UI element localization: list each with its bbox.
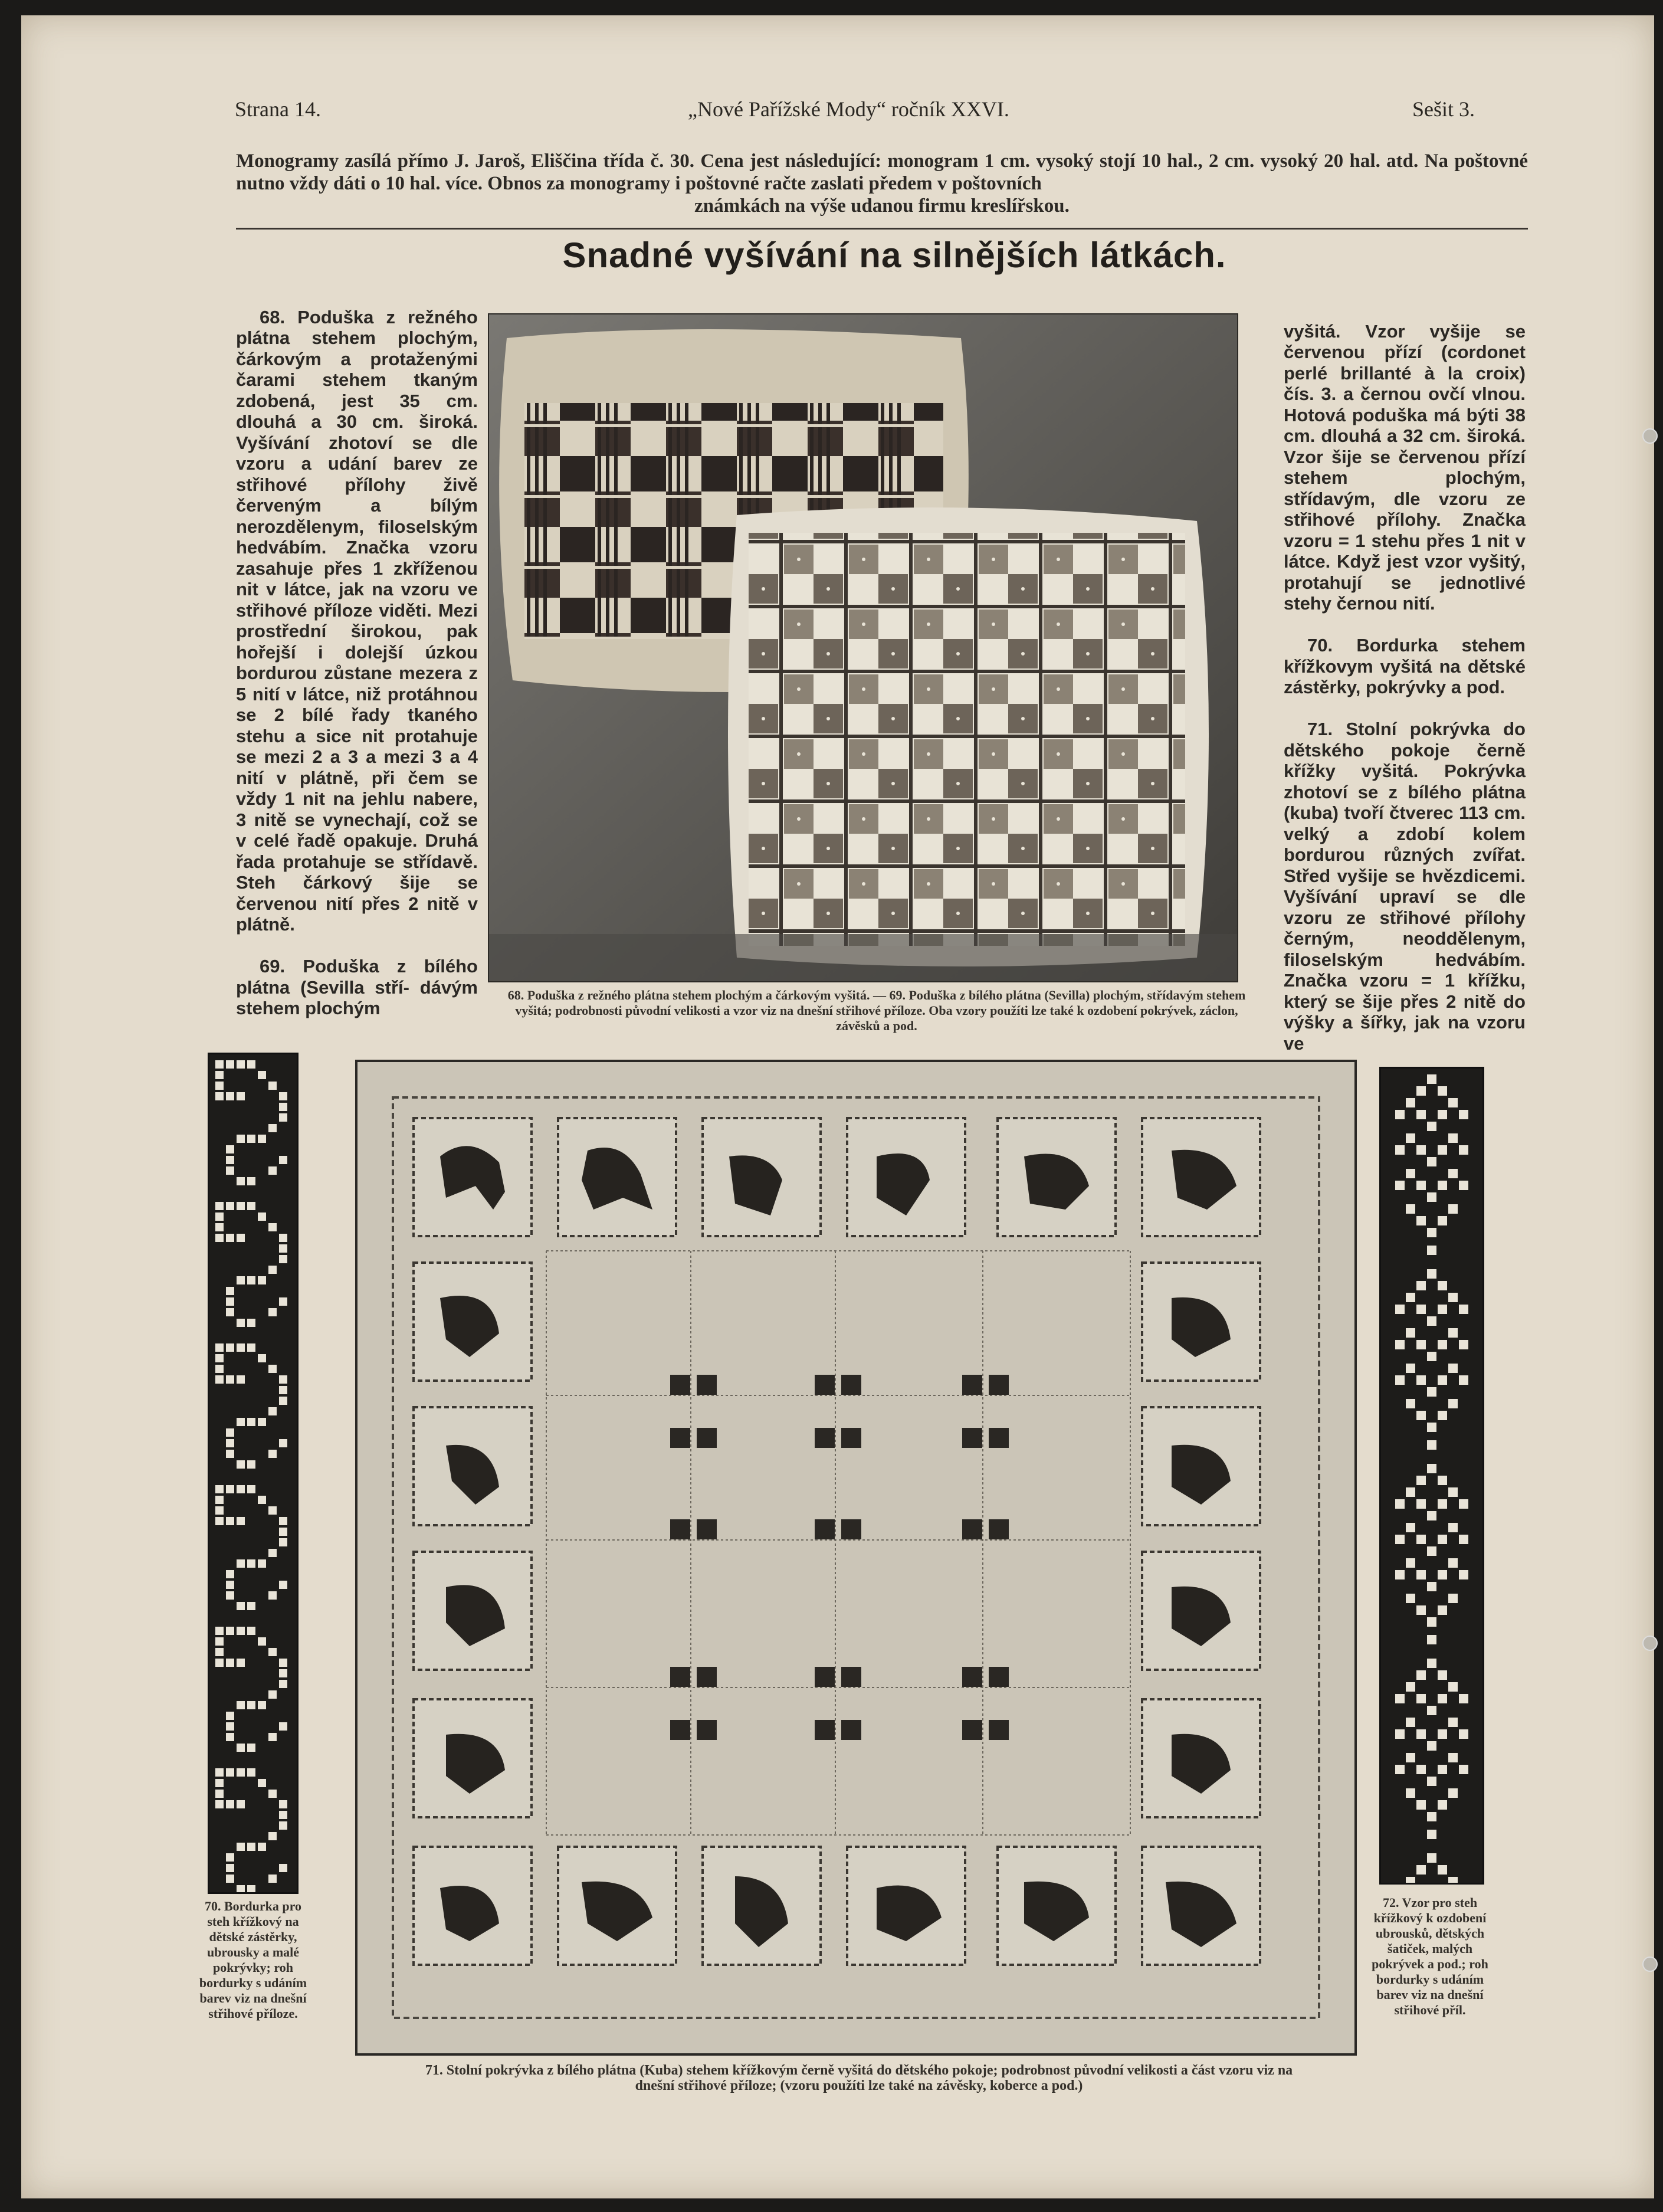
left-text-column bbox=[236, 286, 478, 1040]
issue-number: Sešit 3. bbox=[1412, 97, 1475, 121]
monogram-notice bbox=[236, 150, 1528, 217]
item-69-continued: vyšitá. Vzor vyšije se červenou přízí (cordonet perlé brillanté à la croix) čís. 3. a černou ovčí vlnou. Hotová poduška má býti 38 cm. dlouhá a 32 cm. široká. Vzor šije se červenou přízí stehem plochým, střídavým, dle vzoru ze střihové přílohy. Značka vzoru = 1 stehu přes 1 nit v látce. Když jest vzor vyšitý, protahují se jednotlivé stehy černou nití. bbox=[1284, 320, 1526, 614]
magazine-title: „Nové Pařížské Mody“ ročník XXVI. bbox=[688, 97, 1009, 121]
item-69-text: 69. Poduška z bílého plátna (Sevilla stří- dávým stehem plochým bbox=[236, 956, 478, 1018]
magazine-page bbox=[21, 15, 1654, 2198]
tablecloth-71 bbox=[355, 1060, 1357, 2056]
divider-rule bbox=[236, 228, 1528, 230]
caption-fig-70: 70. Bordurka pro steh křížkový na dětské zástěrky, ubrousky a malé pokrývky; roh bordurky s udáním barev viz na dnešní střihové příloze. bbox=[199, 1899, 307, 2021]
caption-fig-71: 71. Stolní pokrývka z bílého plátna (Kuba) stehem křížkovým černě vyšitá do dětského pokoje; podrobnost původní velikosti a část vzoru viz na dnešní střihové příloze; (vzoru použíti lze také na závěsky, koberce a pod.) bbox=[425, 2063, 1293, 2093]
border-pattern-70 bbox=[208, 1053, 299, 1894]
notice-last-line: známkách na výše udanou firmu kreslířskou. bbox=[694, 195, 1070, 217]
binding-hole bbox=[1642, 428, 1658, 444]
cushion-69 bbox=[728, 507, 1209, 966]
cushions-photo bbox=[488, 313, 1238, 982]
item-68-text: 68. Poduška z režného plátna stehem plochým, čárkovým a protaženými čarami stehem tkaným zdobená, jest 35 cm. dlouhá a 30 cm. široká. Vyšívání zhotoví se dle vzoru a udání barev ze střihové přílohy živě červeným a bílým nerozdělenym, filoselským hedvábím. Značka vzoru zasahuje přes 1 zkříženou nit v látce, jak na vzoru ve střihové příloze viděti. Mezi prostřední širokou, pak hořejší i dolejší úzkou bordurou zůstane mezera z 5 nití v látce, niž protáhnou se 2 bílé řady tkaného stehu a sice nit protahuje se mezi 2 a 3 a mezi 3 a 4 nití v plátně, při čem se vždy 1 nit na jehlu nabere, 3 nitě se vynechají, což se v celé řadě opakuje. Druhá řada protahuje se střídavě. Steh čárkový šije se červenou nití přes 2 nitě v plátně. bbox=[236, 306, 478, 935]
cross-stitch-strip-70 bbox=[209, 1054, 297, 1892]
item-71-text: 71. Stolní pokrývka do dětského pokoje černě křížky vyšitá. Pokrývka zhotoví se z bílého plátna (kuba) tvoří čtverec 113 cm. velký a zdobí kolem bordurou různých zvířat. Střed vyšije se hvězdicemi. Vyšívání upraví se dle vzoru ze střihové přílohy černým, neoddělenym, filoselským hedvábím. Značka vzoru = 1 křížku, který se šije přes 2 nitě do výšky a šířky, jak na vzoru ve bbox=[1284, 719, 1526, 1054]
right-text-column bbox=[1284, 300, 1526, 1075]
caption-fig-68-69: 68. Poduška z režného plátna stehem plochým a čárkovým vyšitá. — 69. Poduška z bílého plátna (Sevilla) plochým, střídavým stehem vyšitá; podrobnosti původní velikosti a vzor viz na dnešní střihové příloze. Oba vzory použíti lze také k ozdobení pokrývek, záclon, závěsků a pod. bbox=[507, 988, 1246, 1033]
item-70-text: 70. Bordurka stehem křížkovym vyšitá na dětské zástěrky, pokrývky a pod. bbox=[1284, 635, 1526, 697]
tablecloth-grid bbox=[357, 1062, 1354, 2053]
cushions-illustration bbox=[489, 314, 1237, 981]
border-pattern-72 bbox=[1379, 1067, 1484, 1885]
article-title: Snadné vyšívání na silnějších látkách. bbox=[562, 235, 1226, 275]
caption-fig-72: 72. Vzor pro steh křížkový k ozdobení ubrousků, dětských šatiček, malých pokrývek a pod.; roh bordurky s udáním barev viz na dnešní střihové příl. bbox=[1372, 1895, 1488, 2017]
binding-hole bbox=[1642, 1636, 1658, 1651]
page-number: Strana 14. bbox=[235, 97, 321, 121]
cross-stitch-strip-72 bbox=[1381, 1069, 1482, 1883]
binding-hole bbox=[1642, 1957, 1658, 1972]
notice-text: Monogramy zasílá přímo J. Jaroš, Eliščina třída č. 30. Cena jest následující: monogram 1 cm. vysoký stojí 10 hal., 2 cm. vysoký 20 hal. atd. Na poštovné nutno vždy dáti o 10 hal. více. Obnos za monogramy i poštovné račte zaslati předem v poštovních bbox=[236, 150, 1528, 194]
